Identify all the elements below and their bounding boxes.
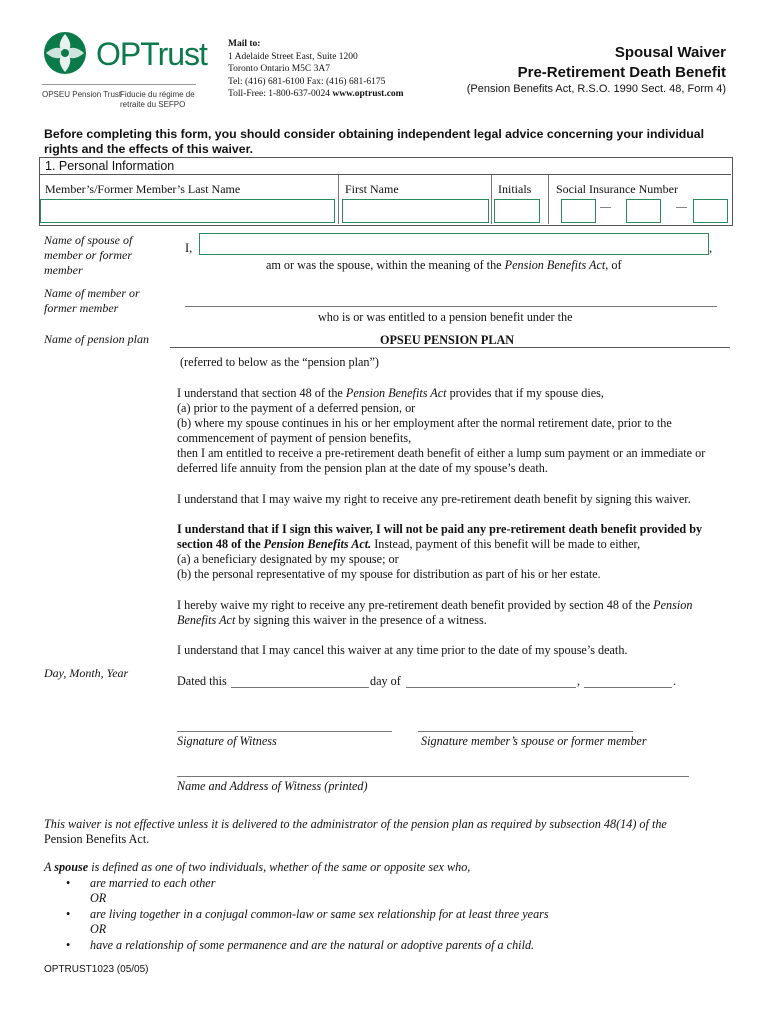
logo-wordmark: OPTrust [96,36,207,72]
optrust-logo-icon [42,30,88,76]
column-divider [548,175,549,224]
para-line [177,613,737,628]
member-name-line[interactable] [185,306,717,307]
logo-subtitle-fr [120,90,210,110]
paragraph-section48 [177,386,737,476]
dated-period: . [673,674,677,688]
form-code: OPTRUST1023 (05/05) [44,964,149,975]
witness-name-label: Name and Address of Witness (printed) [177,779,368,793]
text-run: provides that if my spouse dies, [446,386,604,400]
note-line: This waiver is not effective unless it is delivered to the administrator of the pension plan as required by subsection 48(14) of the [44,817,667,831]
logo-subtitle-en: OPSEU Pension Trust [42,90,122,99]
bullet-icon: • [66,906,71,921]
act-name: Pension [653,598,693,612]
label-line: member [44,263,83,277]
act-name: Pension Benefits Act [345,386,447,400]
paragraph-consequences [177,522,737,582]
label-line: former member [44,301,119,315]
spouse-name-input[interactable] [199,233,709,255]
entitled-text: who is or was entitled to a pension benefit under the [318,310,573,324]
definition-or: OR [90,922,107,936]
para-line [177,537,737,552]
waiver-effectiveness-note [44,817,744,847]
title-line2: Pre-Retirement Death Benefit [517,64,726,81]
dated-month-line[interactable] [406,687,576,688]
definition-bullet [44,876,744,892]
member-name-label [44,286,164,316]
title-line1: Spousal Waiver [614,44,726,61]
text-run: Instead, payment of this benefit will be made to either, [371,537,641,551]
definition-bullet [44,907,744,923]
section-title: 1. Personal Information [45,159,175,173]
label-line: member or former [44,248,132,262]
sin-separator: — [600,201,611,213]
text-run: I hereby waive my right to receive any pre-retirement death benefit provided by section 48 of the [177,598,654,612]
last-name-input[interactable] [40,199,335,223]
spouse-meaning-text [266,258,622,273]
paragraph-cancel: I understand that I may cancel this waiver at any time prior to the date of my spouse’s death. [177,643,628,657]
date-label: Day, Month, Year [44,666,129,680]
definition-intro [44,860,744,876]
paragraph-waive-right: I understand that I may waive my right to receive any pre-retirement death benefit by signing this waiver. [177,492,691,506]
logo-subtitle-fr-line1: Fiducie du régime de [120,90,195,99]
para-line: deferred life annuity from the pension plan at the date of my spouse’s death. [177,461,548,475]
sin-part1-input[interactable] [561,199,596,223]
witness-signature-line[interactable] [177,731,392,732]
mail-website-link[interactable]: www.optrust.com [332,89,404,99]
definition-bullet [44,938,744,954]
mail-label: Mail to: [228,39,261,49]
logo-subtitle-fr-line2: retraite du SEFPO [120,100,186,109]
act-name: Pension Benefits Act. [263,537,372,551]
text-run: I understand that section 48 of the [177,386,346,400]
mail-line4 [228,88,404,101]
para-line: (a) prior to the payment of a deferred pension, or [177,401,416,415]
mail-line3: Tel: (416) 681-6100 Fax: (416) 681-6175 [228,76,386,87]
defined-term: spouse [54,860,89,874]
mail-tollfree: Toll-Free: 1-800-637-0024 [228,89,333,99]
witness-name-line[interactable] [177,776,689,777]
spouse-name-label [44,233,164,278]
label-line: Name of member or [44,286,140,300]
spouse-signature-label: Signature member’s spouse or former member [421,734,647,748]
plan-name-line [170,347,730,348]
para-line: commencement of payment of pension benefits, [177,431,412,445]
mailing-address [228,38,404,101]
label-line: Name of spouse of [44,233,133,247]
dated-prefix: Dated this [177,674,227,688]
dated-day-of: day of [370,674,401,688]
sin-separator: — [676,201,687,213]
mail-line2: Toronto Ontario M5C 3A7 [228,64,330,74]
first-name-input[interactable] [342,199,489,223]
initials-label: Initials [498,182,532,196]
initials-input[interactable] [494,199,540,223]
text-run: by signing this waiver in the presence of a witness. [235,613,487,627]
bullet-text: are married to each other [90,875,216,890]
bullet-text: are living together in a conjugal common-law or same sex relationship for at least three years [90,906,549,921]
definition-or: OR [90,891,107,905]
referred-text: (referred to below as the “pension plan”) [180,355,379,369]
dated-comma: , [577,674,581,688]
act-name: Pension Benefits Act [504,258,606,272]
para-line: (a) a beneficiary designated by my spouse; or [177,552,399,566]
text-run: section 48 of the [177,537,264,551]
para-line [177,386,737,401]
text-run: , of [605,258,622,272]
para-line [177,598,737,613]
dated-year-line[interactable] [584,687,672,688]
sin-part3-input[interactable] [693,199,728,223]
last-name-label: Member’s/Former Member’s Last Name [45,182,241,196]
plan-name-value: OPSEU PENSION PLAN [380,333,515,347]
form-title [467,44,726,95]
first-name-label: First Name [345,182,399,196]
text-run: am or was the spouse, within the meaning of the [266,258,505,272]
column-divider [338,175,339,224]
sin-part2-input[interactable] [626,199,661,223]
column-divider [491,175,492,224]
sin-label: Social Insurance Number [556,182,678,196]
para-line: (b) where my spouse continues in his or her employment after the normal retirement date, prior to the [177,416,672,430]
paragraph-hereby-waive [177,598,737,628]
bullet-icon: • [66,875,71,890]
title-line3: (Pension Benefits Act, R.S.O. 1990 Sect. 48, Form 4) [466,83,726,95]
note-line: Pension Benefits Act. [44,832,150,846]
text-run: is defined as one of two individuals, whether of the same or opposite sex who, [88,860,471,874]
spouse-definition [44,860,744,953]
text-run: A [44,860,55,874]
bullet-text: have a relationship of some permanence and are the natural or adoptive parents of a child. [90,937,535,952]
spouse-signature-line[interactable] [418,731,633,732]
definition-list [44,876,744,954]
i-prefix: I, [185,241,193,255]
act-name: Benefits Act [177,613,236,627]
logo-divider [42,84,196,85]
i-suffix: , [709,241,713,255]
pension-plan-label: Name of pension plan [44,332,149,346]
para-line: then I am entitled to receive a pre-retirement death benefit of either a lump sum payment or an immediate or [177,446,706,460]
mail-line1: 1 Adelaide Street East, Suite 1200 [228,51,358,62]
witness-signature-label: Signature of Witness [177,734,277,748]
para-line: (b) the personal representative of my spouse for distribution as part of his or her estate. [177,567,601,581]
para-line: I understand that if I sign this waiver, I will not be paid any pre-retirement death benefit provided by [177,522,703,536]
bullet-icon: • [66,937,71,952]
legal-advice-notice: Before completing this form, you should consider obtaining independent legal advice concerning your individual rights and the effects of this waiver. [44,127,705,156]
dated-day-line[interactable] [231,687,369,688]
